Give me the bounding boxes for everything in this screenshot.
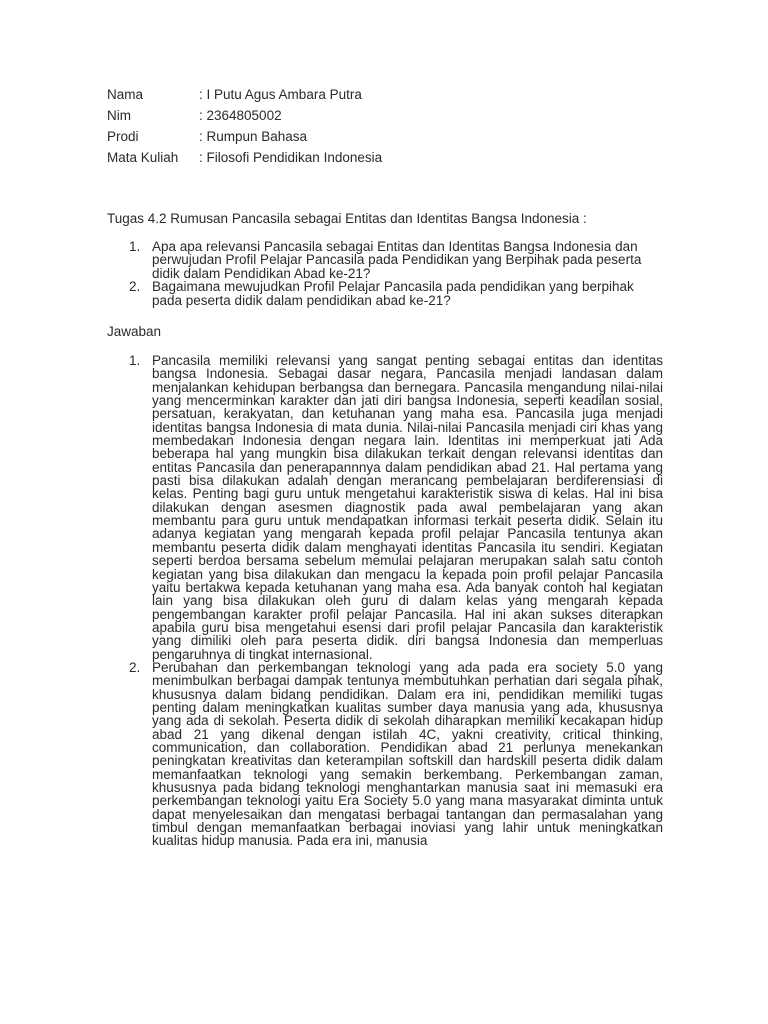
question-number: 2. — [129, 279, 141, 295]
question-text: Bagaimana mewujudkan Profil Pelajar Pancasila pada pendidikan yang berpihak pada peserta didik dalam pendidikan abad ke-21? — [152, 279, 634, 308]
answer-list — [107, 354, 663, 848]
student-info — [107, 84, 382, 168]
info-label: Nama — [107, 87, 144, 102]
question-list — [107, 240, 663, 307]
answer-item — [107, 354, 663, 661]
info-value: : Rumpun Bahasa — [199, 129, 308, 144]
answer-number: 2. — [129, 659, 141, 675]
answer-text: Pancasila memiliki relevansi yang sangat penting sebagai entitas dan identitas bangsa Indonesia. Sebagai dasar negara, Pancasila menjadi landasan dalam menjalankan kehidupan berbangsa dan bernegara. Pancasila mengandung nilai-nilai yang mencerminkan karakter dan jati diri bangsa Indonesia, seperti keadilan sosial, persatuan, kerakyatan, dan ketuhanan yang maha esa. Pancasila juga menjadi identitas bangsa Indonesia di mata dunia. Nilai-nilai Pancasila menjadi ciri khas yang membedakan Indonesia dengan negara lain. Identitas ini memperkuat jati Ada beberapa hal yang mungkin bisa dilakukan terkait dengan relevansi identitas dan entitas Pancasila dan penerapannnya dalam pendidikan abad 21. Hal pertama yang pasti bisa dilakukan adalah dengan merancang pembelajaran berdiferensiasi di kelas. Penting bagi guru untuk mengetahui karakteristik siswa di kelas. Hal ini bisa dilakukan dengan asesmen diagnostik pada awal pembelajaran yang akan membantu para guru untuk mendapatkan informasi terkait peserta didik. Selain itu adanya kegiatan yang mengarah kepada profil pelajar Pancasila tentunya akan membantu peserta didik dalam menghayati identitas Pancasila itu sendiri. Kegiatan seperti berdoa bersama sebelum memulai pelajaran merupakan salah satu contoh kegiatan yang bisa dilakukan dan mengacu la kepada poin profil pelajar Pancasila yaitu bertakwa kepada ketuhanan yang maha esa. Ada banyak contoh hal kegiatan lain yang bisa dilakukan oleh guru di dalam kelas yang mengarah kepada pengembangan karakter profil pelajar Pancasila. Hal ini akan sukses diterapkan apabila guru bisa mengetahui esensi dari profil pelajar Pancasila dan karakteristik yang dimiliki oleh para peserta didik. diri bangsa Indonesia dan memperluas pengaruhnya di tingkat internasional. — [152, 353, 663, 662]
info-value: : Filosofi Pendidikan Indonesia — [199, 150, 383, 165]
answer-number: 1. — [129, 353, 141, 368]
info-label: Nim — [107, 108, 131, 123]
info-row-nim — [107, 105, 382, 126]
task-title: Tugas 4.2 Rumusan Pancasila sebagai Entitas dan Identitas Bangsa Indonesia : — [107, 211, 587, 226]
info-row-prodi — [107, 126, 382, 147]
info-row-nama — [107, 84, 382, 105]
info-label: Prodi — [107, 129, 139, 144]
question-text: Apa apa relevansi Pancasila sebagai Entitas dan Identitas Bangsa Indonesia dan perwujudan Profil Pelajar Pancasila pada Pendidikan yang Berpihak pada peserta didik dalam Pendidikan Abad ke-21? — [152, 239, 642, 281]
info-row-mata-kuliah — [107, 147, 382, 168]
question-item — [107, 240, 663, 280]
info-value: : 2364805002 — [199, 108, 282, 123]
info-label: Mata Kuliah — [107, 150, 179, 165]
answer-item — [107, 661, 663, 848]
answers-heading: Jawaban — [107, 324, 162, 339]
question-number: 1. — [129, 239, 141, 254]
answer-text: Perubahan dan perkembangan teknologi yang ada pada era society 5.0 yang menimbulkan berbagai dampak tentunya membutuhkan perhatian dari segala pihak, khususnya dalam bidang pendidikan. Dalam era ini, pendidikan memiliki tugas penting dalam meningkatkan kualitas sumber daya manusia yang ada, khususnya yang ada di sekolah. Peserta didik di sekolah diharapkan memiliki kecakapan hidup abad 21 yang dikenal dengan istilah 4C, yakni creativity, critical thinking, communication, dan collaboration. Pendidikan abad 21 perlunya menekankan peningkatan kreativitas dan keterampilan softskill dan hardskill peserta didik dalam memanfaatkan teknologi yang semakin berkembang. Perkembangan zaman, khususnya pada bidang teknologi menghantarkan manusia saat ini memasuki era perkembangan teknologi yaitu Era Society 5.0 yang mana masyarakat diminta untuk dapat menyelesaikan dan mengatasi berbagai tantangan dan permasalahan yang timbul dengan memanfaatkan berbagai inoviasi yang lahir untuk meningkatkan kualitas hidup manusia. Pada era ini, manusia — [152, 659, 663, 849]
question-item — [107, 280, 663, 307]
info-value: : I Putu Agus Ambara Putra — [199, 87, 362, 102]
